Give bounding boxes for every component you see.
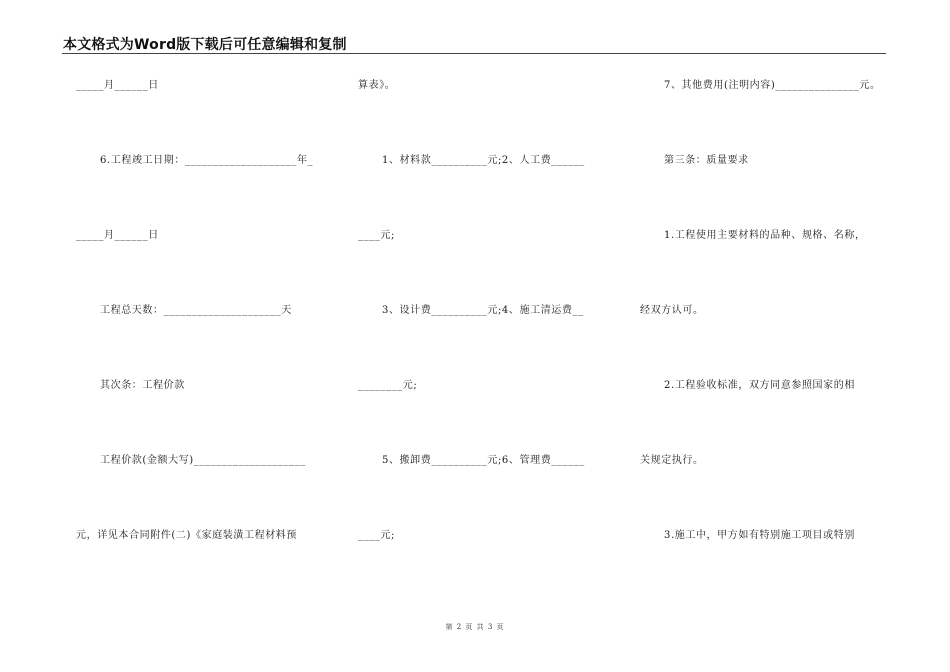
- right-line-7: 3.施工中，甲方如有特别施工项目或特别: [664, 530, 855, 541]
- middle-line-2: 1、材料款__________元;2、人工费______: [382, 155, 585, 166]
- middle-line-6: 5、搬卸费__________元;6、管理费______: [382, 455, 585, 466]
- right-line-6: 关规定执行。: [640, 455, 704, 466]
- left-line-1: _____月______日: [76, 80, 159, 91]
- left-line-5: 其次条：工程价款: [100, 380, 185, 391]
- right-line-4: 经双方认可。: [640, 305, 704, 316]
- right-line-3: 1.工程使用主要材料的品种、规格、名称，: [664, 230, 866, 241]
- page-indicator: 第 2 页 共 3 页: [445, 623, 505, 631]
- left-line-3: _____月______日: [76, 230, 159, 241]
- left-line-4: 工程总天数：_____________________天: [100, 305, 292, 316]
- middle-line-1: 算表》。: [358, 80, 396, 91]
- left-line-7: 元，详见本合同附件(二)《家庭装潢工程材料预: [76, 530, 298, 541]
- left-line-6: 工程价款(金额大写)____________________: [100, 455, 306, 466]
- right-line-2: 第三条：质量要求: [664, 155, 749, 166]
- middle-line-7: ____元;: [358, 530, 395, 541]
- right-line-5: 2.工程验收标准，双方同意参照国家的相: [664, 380, 855, 391]
- header-divider: [62, 53, 886, 54]
- middle-line-3: ____元;: [358, 230, 395, 241]
- middle-line-5: ________元;: [358, 380, 418, 391]
- middle-line-4: 3、设计费__________元;4、施工清运费__: [382, 305, 584, 316]
- left-line-2: 6.工程竣工日期：____________________年_: [100, 155, 314, 166]
- document-header-title: 本文格式为Word版下载后可任意编辑和复制: [63, 37, 347, 53]
- right-line-1: 7、其他费用(注明内容)_______________元。: [664, 80, 881, 91]
